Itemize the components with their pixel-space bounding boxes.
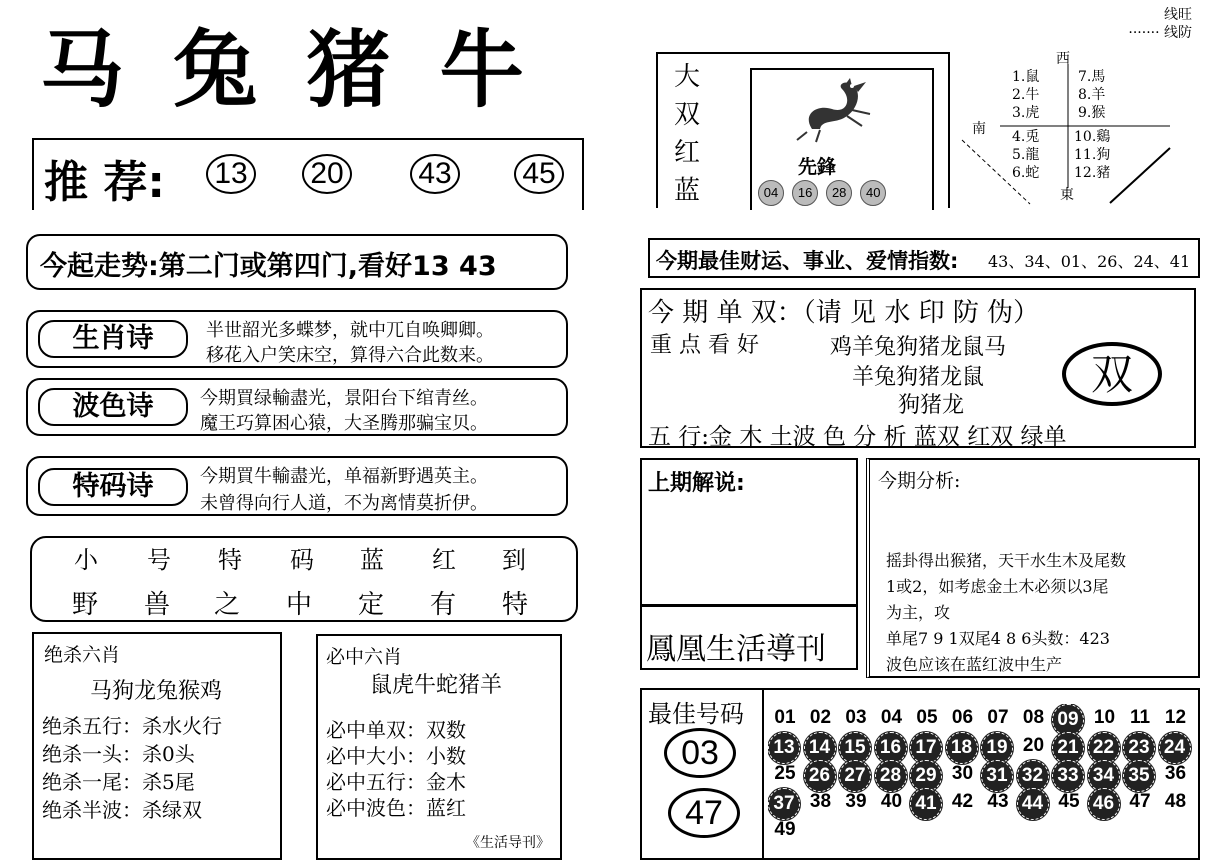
kill-line: 绝杀一尾：杀5尾 xyxy=(42,770,195,794)
grid-number: 42 xyxy=(951,791,974,812)
corner-top-text: 线旺 xyxy=(1164,7,1192,23)
grid-number: 21 xyxy=(1052,732,1084,764)
grid-number: 27 xyxy=(839,760,871,792)
grid-number: 48 xyxy=(1164,791,1187,812)
hit-box xyxy=(316,634,562,860)
best-pick: 47 xyxy=(668,788,740,838)
poem-line: 半世韶光多蝶梦，就中兀自唤卿卿。 xyxy=(206,320,494,341)
last-issue-title: 上期解说: xyxy=(648,471,745,496)
vanguard-ball: 16 xyxy=(792,180,818,206)
grid-number: 40 xyxy=(880,791,903,812)
vanguard-side-char: 红 xyxy=(674,138,701,168)
grid-number: 46 xyxy=(1088,788,1120,820)
hit-line: 必中波色：蓝红 xyxy=(326,796,466,820)
recommend-box xyxy=(32,138,584,210)
grid-number: 33 xyxy=(1052,760,1084,792)
slogan-char: 蓝 xyxy=(360,546,384,574)
grid-number: 09 xyxy=(1052,704,1084,736)
grid-number: 47 xyxy=(1129,791,1151,812)
zodiac-item: 7.馬 xyxy=(1078,69,1106,85)
slogan-char: 号 xyxy=(147,546,171,574)
grid-number: 04 xyxy=(880,707,903,728)
recommend-number: 43 xyxy=(410,154,460,194)
grid-number: 34 xyxy=(1088,760,1120,792)
grid-number: 35 xyxy=(1123,760,1155,792)
grid-number: 29 xyxy=(910,760,942,792)
zodiac-west: 西 xyxy=(1056,51,1070,67)
hit-line: 必中单双：双数 xyxy=(326,718,466,742)
slogan-char: 小 xyxy=(74,546,98,574)
zodiac-item: 2.牛 xyxy=(1012,87,1040,103)
hit-line: 必中大小：小数 xyxy=(326,744,466,768)
sd-title: 今 期 单 双：（请 见 水 印 防 伪） xyxy=(648,298,1040,328)
grid-number: 36 xyxy=(1164,763,1187,784)
zodiac-item: 5.龍 xyxy=(1012,147,1040,163)
trend-text: 今起走势:第二门或第四门,看好13 43 xyxy=(40,251,497,282)
zodiac-item: 8.羊 xyxy=(1078,87,1106,103)
last-issue-divider xyxy=(642,604,856,607)
grid-number: 02 xyxy=(809,707,832,728)
index-box xyxy=(648,238,1200,278)
vanguard-ball: 28 xyxy=(826,180,852,206)
zodiac-item: 1.鼠 xyxy=(1012,69,1040,85)
poem-line: 魔王巧算困心猿，大圣腾那骗宝贝。 xyxy=(200,413,488,434)
kill-box xyxy=(32,632,282,860)
vanguard-side-char: 双 xyxy=(674,100,701,130)
analysis-line: 摇卦得出猴猪，天干水生木及尾数 xyxy=(886,551,1127,570)
vanguard-ball: 04 xyxy=(758,180,784,206)
grid-number: 08 xyxy=(1022,707,1045,728)
vanguard-side-char: 蓝 xyxy=(674,176,701,206)
analysis-box xyxy=(866,458,1200,678)
grid-number: 11 xyxy=(1129,707,1151,728)
vanguard-side-char: 大 xyxy=(674,62,701,92)
kill-line: 绝杀一头：杀0头 xyxy=(42,742,195,766)
vanguard-ball: 40 xyxy=(860,180,886,206)
grid-number: 06 xyxy=(951,707,974,728)
analysis-title: 今期分析: xyxy=(878,470,961,492)
grid-number: 13 xyxy=(768,732,800,764)
grid-number: 17 xyxy=(910,732,942,764)
grid-number: 07 xyxy=(987,707,1009,728)
hit-zodiacs: 鼠虎牛蛇猪羊 xyxy=(370,673,503,698)
grid-number: 37 xyxy=(768,788,800,820)
best-pick: 03 xyxy=(664,728,736,778)
grid-number: 10 xyxy=(1093,707,1116,728)
grid-number: 20 xyxy=(1022,735,1045,756)
poem-line: 未曾得向行人道，不为离情莫折伊。 xyxy=(200,493,488,514)
sd-line: 狗猪龙 xyxy=(898,393,965,418)
slogan-char: 兽 xyxy=(144,590,171,620)
grid-number: 44 xyxy=(1017,788,1049,820)
poem-box xyxy=(26,310,568,368)
dragon-icon xyxy=(792,74,882,144)
grid-number: 22 xyxy=(1088,732,1120,764)
poem-line: 移花入户笑床空，算得六合此数来。 xyxy=(206,345,494,366)
best-numbers-box xyxy=(640,688,1200,860)
zodiac-chart xyxy=(960,48,1180,208)
grid-number: 01 xyxy=(774,707,796,728)
grid-number: 25 xyxy=(774,763,796,784)
index-label: 今期最佳财运、事业、爱情指数: xyxy=(656,249,959,273)
vanguard-panel xyxy=(656,52,950,208)
grid-number: 31 xyxy=(981,760,1013,792)
grid-number: 41 xyxy=(910,788,942,820)
zodiac-item: 10.鷄 xyxy=(1074,129,1111,145)
kill-zodiacs: 马狗龙兔猴鸡 xyxy=(90,679,223,704)
grid-number: 05 xyxy=(916,707,938,728)
vanguard-balls xyxy=(758,180,889,206)
last-issue-box xyxy=(640,458,858,670)
grid-number: 49 xyxy=(774,819,796,840)
sd-line: 鸡羊兔狗猪龙鼠马 xyxy=(830,335,1007,360)
zodiac-col xyxy=(1012,128,1039,182)
zodiac-item: 12.豬 xyxy=(1074,165,1111,181)
analysis-line: 波色应该在蓝红波中生产 xyxy=(886,655,1063,674)
grid-number: 12 xyxy=(1164,707,1187,728)
grid-number: 32 xyxy=(1017,760,1049,792)
zodiac-item: 9.猴 xyxy=(1078,105,1106,121)
best-title: 最佳号码 xyxy=(648,700,744,728)
grid-number: 16 xyxy=(875,732,907,764)
corner-bottom-text: ······· 线防 xyxy=(1128,25,1192,41)
slogan-char: 野 xyxy=(72,590,99,620)
slogan-char: 中 xyxy=(286,590,313,620)
slogan-char: 特 xyxy=(502,590,529,620)
poem-tag: 波色诗 xyxy=(38,388,188,426)
grid-number: 43 xyxy=(987,791,1009,812)
single-double-box xyxy=(640,288,1196,448)
slogan-char: 有 xyxy=(430,590,457,620)
poem-box xyxy=(26,378,568,436)
grid-number: 19 xyxy=(981,732,1013,764)
slogan-char: 特 xyxy=(218,546,242,574)
poem-tag: 特码诗 xyxy=(38,468,188,506)
vanguard-side xyxy=(674,58,700,210)
kill-line: 绝杀半波：杀绿双 xyxy=(42,798,202,822)
poem-tag: 生肖诗 xyxy=(38,320,188,358)
hit-line: 必中五行：金木 xyxy=(326,770,466,794)
grid-number: 30 xyxy=(951,763,974,784)
hit-footer: 《生活导刊》 xyxy=(466,835,550,851)
slogan-char: 定 xyxy=(358,590,385,620)
zodiac-south: 南 xyxy=(972,121,986,137)
recommend-number: 45 xyxy=(514,154,564,194)
vanguard-label: 先鋒 xyxy=(798,156,837,178)
sd-five-elements: 五 行:金 木 土波 色 分 析 蓝双 红双 绿单 xyxy=(648,424,1067,450)
zodiac-east: 東 xyxy=(1060,187,1074,203)
kill-line: 绝杀五行：杀水火行 xyxy=(42,714,222,738)
zodiac-col xyxy=(1012,68,1039,122)
slogan-box xyxy=(30,536,578,622)
analysis-line: 单尾7 9 1双尾4 8 6头数：423 xyxy=(886,629,1110,648)
grid-number: 38 xyxy=(809,791,832,812)
grid-number: 15 xyxy=(839,732,871,764)
hit-title: 必中六肖 xyxy=(326,646,403,668)
vanguard-inner xyxy=(750,68,934,210)
trend-box xyxy=(26,234,568,290)
slogan-char: 红 xyxy=(432,546,456,574)
analysis-line: 为主，攻 xyxy=(886,603,951,622)
grid-number: 23 xyxy=(1123,732,1155,764)
kill-title: 绝杀六肖 xyxy=(44,644,121,666)
poem-line: 今期買牛輸盡光，单福新野遇英主。 xyxy=(200,466,488,487)
sd-focus-label: 重 点 看 好 xyxy=(650,333,759,358)
zodiac-item: 3.虎 xyxy=(1012,105,1040,121)
best-divider xyxy=(762,690,764,858)
grid-number: 26 xyxy=(804,760,836,792)
sd-stamp: 双 xyxy=(1062,342,1162,406)
grid-number: 03 xyxy=(845,707,867,728)
grid-number: 45 xyxy=(1058,791,1080,812)
main-title: 马 兔 猪 牛 xyxy=(40,21,534,119)
zodiac-item: 6.蛇 xyxy=(1012,165,1040,181)
zodiac-item: 11.狗 xyxy=(1074,147,1111,163)
recommend-label: 推 荐: xyxy=(44,157,165,208)
grid-number: 24 xyxy=(1159,732,1191,764)
poem-line: 今期買绿輸盡光，景阳台下绾青丝。 xyxy=(200,388,488,409)
corner-note xyxy=(1112,6,1192,42)
slogan-char: 之 xyxy=(214,590,241,620)
zodiac-col xyxy=(1074,128,1110,182)
sd-line: 羊兔狗猪龙鼠 xyxy=(852,365,985,390)
slogan-char: 码 xyxy=(290,546,314,574)
poem-box xyxy=(26,456,568,516)
recommend-number: 20 xyxy=(302,154,352,194)
last-issue-brand: 鳳凰生活導刊 xyxy=(646,632,826,667)
slogan-char: 到 xyxy=(502,546,526,574)
grid-number: 18 xyxy=(946,732,978,764)
zodiac-item: 4.兎 xyxy=(1012,129,1040,145)
grid-number: 14 xyxy=(804,732,836,764)
grid-number: 39 xyxy=(845,791,867,812)
recommend-number: 13 xyxy=(206,154,256,194)
number-grid xyxy=(768,704,1202,858)
index-values: 43、34、01、26、24、41 xyxy=(988,252,1191,271)
zodiac-col xyxy=(1078,68,1105,122)
grid-number: 28 xyxy=(875,760,907,792)
analysis-line: 1或2，如考虑金土木必须以3尾 xyxy=(886,577,1109,596)
